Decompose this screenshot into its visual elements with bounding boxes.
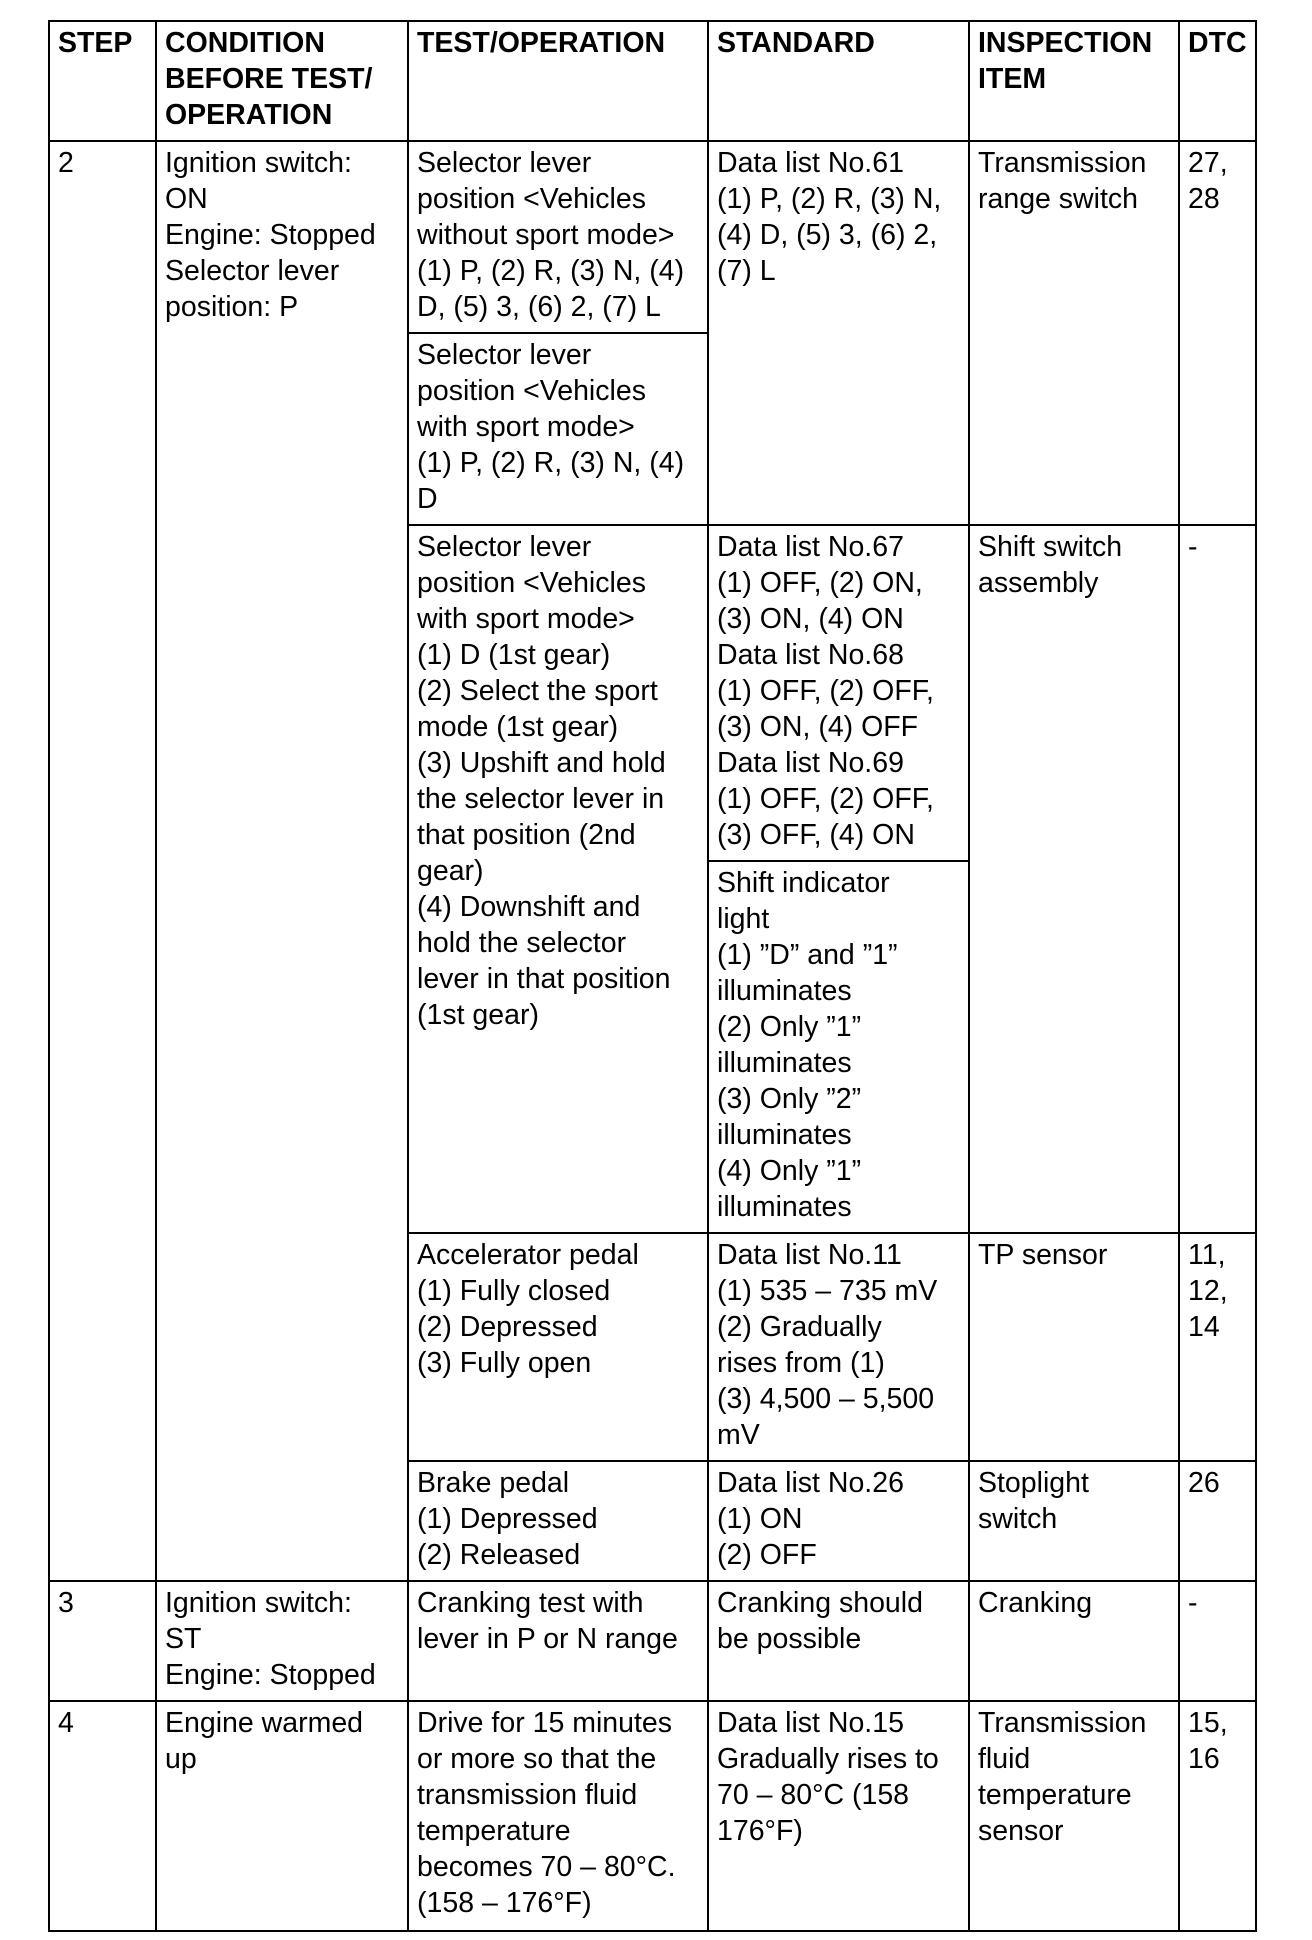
inspection-item-cell: Shift switch assembly: [969, 525, 1179, 1233]
inspection-table: [48, 20, 1257, 1932]
standard-cell: Data list No.61 (1) P, (2) R, (3) N, (4) D, (5) 3, (6) 2, (7) L: [708, 141, 969, 525]
header-inspection-item: INSPECTION ITEM: [969, 21, 1179, 141]
dtc-cell: 26: [1179, 1461, 1256, 1581]
standard-cell: Data list No.11 (1) 535 – 735 mV (2) Gradually rises from (1) (3) 4,500 – 5,500 mV: [708, 1233, 969, 1461]
dtc-cell: 11, 12, 14: [1179, 1233, 1256, 1461]
inspection-item-cell: Stoplight switch: [969, 1461, 1179, 1581]
standard-cell: Data list No.26 (1) ON (2) OFF: [708, 1461, 969, 1581]
standard-cell: Data list No.15 Gradually rises to 70 – 80°C (158 176°F): [708, 1701, 969, 1931]
test-cell: Selector lever position <Vehicles with sport mode> (1) D (1st gear) (2) Select the sport mode (1st gear) (3) Upshift and hold the selector lever in that position (2nd gear) (4) Downshift and hold the selector lever in that position (1st gear): [408, 525, 708, 1233]
step-number: 4: [49, 1701, 156, 1931]
test-cell: Selector lever position <Vehicles with sport mode> (1) P, (2) R, (3) N, (4) D: [408, 333, 708, 525]
table-row: [49, 1701, 1256, 1931]
test-cell: Accelerator pedal (1) Fully closed (2) Depressed (3) Fully open: [408, 1233, 708, 1461]
condition-cell: Engine warmed up: [156, 1701, 408, 1931]
inspection-item-cell: Transmission range switch: [969, 141, 1179, 525]
header-condition: CONDITION BEFORE TEST/ OPERATION: [156, 21, 408, 141]
standard-cell: Data list No.67 (1) OFF, (2) ON, (3) ON, (4) ON Data list No.68 (1) OFF, (2) OFF, (3) ON, (4) OFF Data list No.69 (1) OFF, (2) OFF, (3) OFF, (4) ON: [708, 525, 969, 861]
test-cell: Brake pedal (1) Depressed (2) Released: [408, 1461, 708, 1581]
header-standard: STANDARD: [708, 21, 969, 141]
test-cell: Selector lever position <Vehicles without sport mode> (1) P, (2) R, (3) N, (4) D, (5) 3, (6) 2, (7) L: [408, 141, 708, 333]
inspection-item-cell: Transmission fluid temperature sensor: [969, 1701, 1179, 1931]
dtc-cell: -: [1179, 1581, 1256, 1701]
header-dtc: DTC: [1179, 21, 1256, 141]
standard-cell: Shift indicator light (1) ”D” and ”1” illuminates (2) Only ”1” illuminates (3) Only ”2” illuminates (4) Only ”1” illuminates: [708, 861, 969, 1233]
table-row: [49, 1581, 1256, 1701]
header-step: STEP: [49, 21, 156, 141]
test-cell: Drive for 15 minutes or more so that the transmission fluid temperature becomes 70 – 80°C. (158 – 176°F): [408, 1701, 708, 1931]
test-cell: Cranking test with lever in P or N range: [408, 1581, 708, 1701]
condition-cell: Ignition switch: ST Engine: Stopped: [156, 1581, 408, 1701]
inspection-item-cell: Cranking: [969, 1581, 1179, 1701]
dtc-cell: -: [1179, 525, 1256, 1233]
dtc-cell: 15, 16: [1179, 1701, 1256, 1931]
standard-cell: Cranking should be possible: [708, 1581, 969, 1701]
header-test: TEST/OPERATION: [408, 21, 708, 141]
inspection-table-page: [48, 20, 1257, 1932]
table-row: [49, 141, 1256, 333]
inspection-item-cell: TP sensor: [969, 1233, 1179, 1461]
step-number: 3: [49, 1581, 156, 1701]
step-number: 2: [49, 141, 156, 1581]
header-row: [49, 21, 1256, 141]
dtc-cell: 27, 28: [1179, 141, 1256, 525]
condition-cell: Ignition switch: ON Engine: Stopped Selector lever position: P: [156, 141, 408, 1581]
